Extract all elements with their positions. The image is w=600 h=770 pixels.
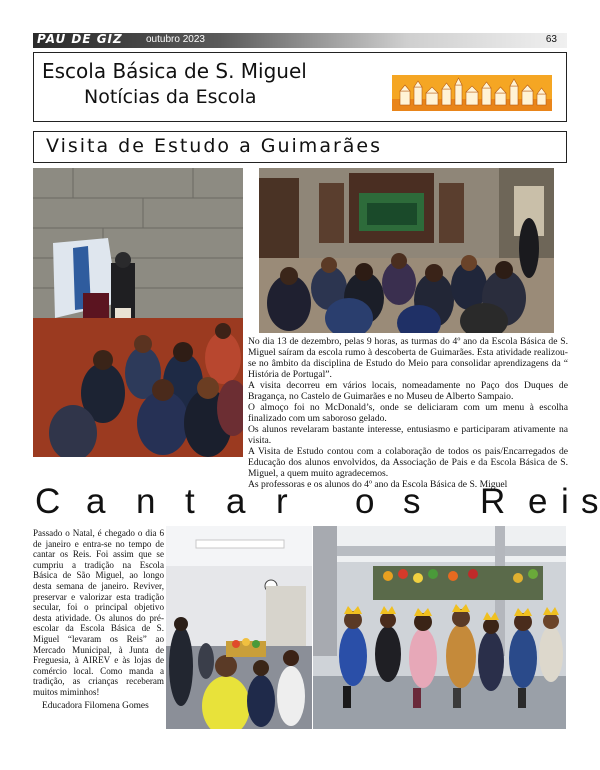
title-letter: n [136,482,156,521]
photo-castle-room [33,168,243,457]
paragraph: A visita decorreu em vários locais, nomeadamente no Paço dos Duques de Bragança, no Castelo de Guimarães e no Museu de Alberto Sampaio. [248,380,568,402]
article-reis-body: Passado o Natal, é chegado o dia 6 de janeiro e entra-se no tempo de cantar os Reis. Foi assim que se cumpriu a tradição na Escola Básica de São Miguel, ao longo desta semana de janeiro. Reviver, preservar e valorizar esta tradição secular, foi o principal objetivo desta atividade. Os alunos do pré-escolar da Escola Básica de S. Miguel “levaram os Reis” ao Mercado Municipal, à Junta de Freguesia, à AIREV e às lojas de comércio local. Como manda a tradição, as crianças receberam muitos miminhos! [33,528,164,697]
article-title-visit: Visita de Estudo a Guimarães [46,135,382,157]
section-name: Notícias da Escola [84,86,257,108]
title-letter: R [480,482,506,521]
article-title-reis [33,482,599,522]
article-title-box [33,131,567,163]
title-letter: C [35,482,61,521]
title-letter: t [185,482,195,521]
paragraph: Os alunos revelaram bastante interesse, entusiasmo e participaram ativamente na visita. [248,424,568,446]
title-letter: r [276,482,288,521]
title-letter: i [561,482,569,521]
page-number: 63 [545,34,557,45]
title-letter: s [403,482,421,521]
paragraph: As professoras e os alunos do 4º ano da Escola Básica de S. Miguel [248,479,508,490]
paragraph: O almoço foi no McDonald’s, onde se deliciaram com um menu à escolha finalizado com um saboroso gelado. [248,402,568,424]
paragraph: A Visita de Estudo contou com a colaboração de todos os pais/Encarregados de Educação dos alunos envolvidos, da Associação de Pais e da Escola Básica de S. Miguel, a quem muito agradecemos. [248,446,568,479]
article-signature: Educadora Filomena Gomes [42,701,149,711]
masthead [33,52,567,122]
photo-museum-group [259,168,554,333]
school-logo-image [392,75,552,111]
photo-school-singing [166,526,312,729]
title-letter: s [581,482,599,521]
title-letter: a [86,482,106,521]
top-bar [33,33,567,48]
issue-date: outubro 2023 [146,34,205,45]
title-letter: a [226,482,246,521]
article-visit-body [248,336,568,490]
title-letter: o [355,482,375,521]
school-name: Escola Básica de S. Miguel [42,59,307,83]
photo-market-children [313,526,566,729]
title-letter: e [528,482,548,521]
paragraph: No dia 13 de dezembro, pelas 9 horas, as turmas do 4º ano da Escola Básica de S. Miguel saíram da escola rumo à descoberta de Guimarães. Esta atividade realizou- se no âmbito da disciplina de Estudo do Meio para consolidar aprendizagens da “ História de Portugal”. [248,336,568,380]
magazine-name: PAU DE GIZ [37,32,123,46]
